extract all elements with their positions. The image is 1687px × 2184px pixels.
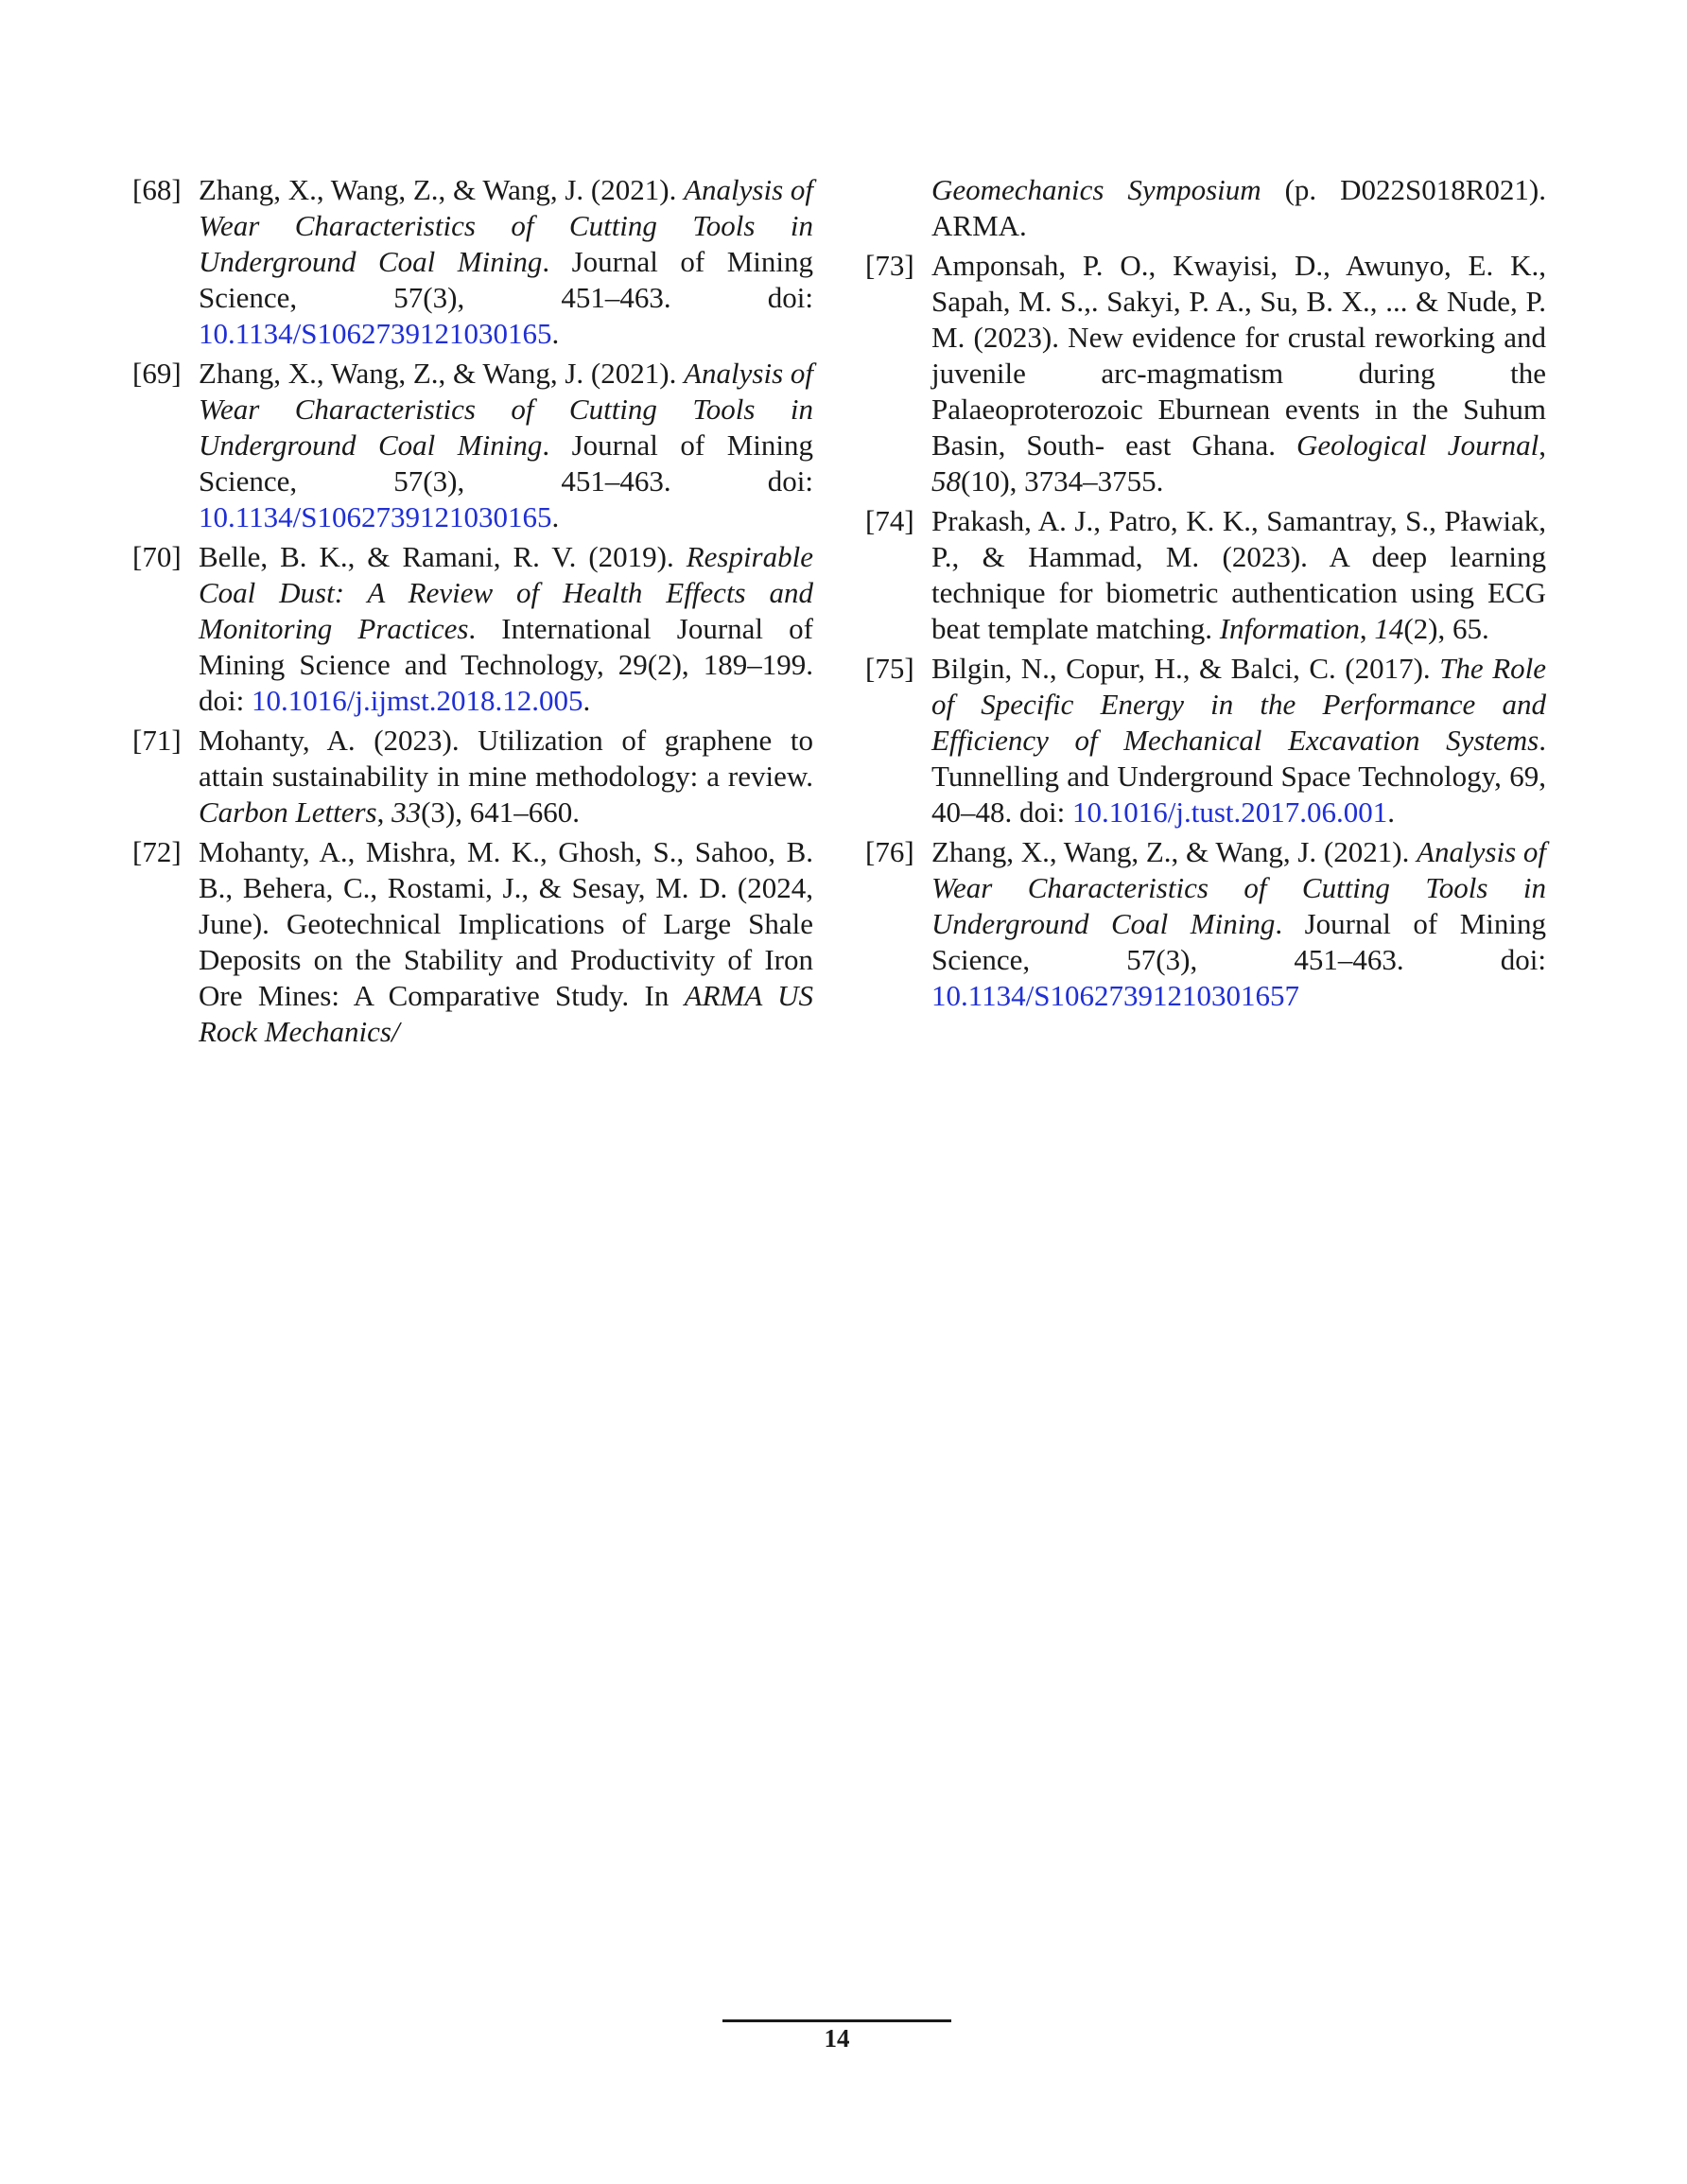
reference-title: Analysis of Wear Characteristics of Cutting Tools in Underground Coal Mining [931,835,1546,940]
reference-70: [70] Belle, B. K., & Ramani, R. V. (2019). Respirable Coal Dust: A Review of Health Effects and Monitoring Practices. International Journal of Mining Science and Technology, 29(2), 189–199. doi: 10.1016/j.ijmst.2018.12.005. [132,540,813,717]
reference-volume: 14 [1374,612,1404,645]
reference-title: Respirable Coal Dust: A Review of Health Effects and Monitoring Practices [199,540,813,645]
references-right-column [865,172,1546,1018]
reference-number: [72] [132,835,182,868]
reference-details: . Journal of Mining Science, 57(3), 451–463. doi: [199,245,814,314]
reference-authors: Mohanty, A. (2023). Utilization of graphene to attain sustainability in mine methodology: a review. [199,724,813,793]
reference-number: [71] [132,724,182,757]
reference-details: (3), 641–660. [421,795,581,829]
references-left-column [132,172,813,1054]
page-number: 14 [824,2024,850,2053]
reference-authors: Prakash, A. J., Patro, K. K., Samantray, S., Pławiak, P., & Hammad, M. (2023). A deep learning technique for biometric authentication using ECG beat template matching. [931,504,1546,645]
reference-number: [68] [132,173,182,206]
doi-link[interactable]: 10.1134/S1062739121030165 [199,317,552,350]
reference-number: [74] [865,504,914,537]
reference-72 [132,834,813,1050]
reference-details: . Journal of Mining Science, 57(3), 451–463. doi: [199,428,814,498]
reference-venue: ARMA US Rock Mechanics/ [199,979,813,1048]
reference-number: [76] [865,835,914,868]
reference-details: . Tunnelling and Underground Space Technology, 69, 40–48. doi: [931,724,1546,829]
reference-volume: 58 [931,464,961,498]
reference-journal: Geological Journal [1296,428,1539,462]
reference-journal: Carbon Letters [199,795,377,829]
reference-details: (2), 65. [1403,612,1489,645]
reference-title: Analysis of Wear Characteristics of Cutting Tools in Underground Coal Mining [199,173,813,278]
reference-authors: Bilgin, N., Copur, H., & Balci, C. (2017). [931,652,1440,685]
reference-venue: Geomechanics Symposium [931,173,1261,206]
reference-73: [73] Amponsah, P. O., Kwayisi, D., Awunyo, E. K., Sapah, M. S.,. Sakyi, P. A., Su, B. X., ... & Nude, P. M. (2023). New evidence for crustal reworking and juvenile arc-magmatism during the Palaeoproterozoic Eburnean events in the Suhum Basin, South- east Ghana. Geological Journal, 58(10), 3734–3755. [865,249,1546,498]
doi-link[interactable]: 10.1016/j.ijmst.2018.12.005 [251,684,583,717]
footer-rule [722,2019,951,2022]
reference-title: Analysis of Wear Characteristics of Cutting Tools in Underground Coal Mining [199,357,813,462]
reference-76 [865,834,1546,1014]
doi-link[interactable]: 10.1016/j.tust.2017.06.001 [1071,795,1388,829]
reference-title: The Role of Specific Energy in the Performance and Efficiency of Mechanical Excavation Systems [931,652,1546,757]
reference-number: [69] [132,357,182,390]
reference-number: [73] [865,249,914,282]
reference-journal: Information [1219,612,1360,645]
reference-69: [69] Zhang, X., Wang, Z., & Wang, J. (2021). Analysis of Wear Characteristics of Cutting Tools in Underground Coal Mining. Journal of Mining Science, 57(3), 451–463. doi: 10.1134/S1062739121030165. [132,357,814,533]
reference-authors: Zhang, X., Wang, Z., & Wang, J. (2021). [199,173,685,206]
reference-authors: Zhang, X., Wang, Z., & Wang, J. (2021). [199,357,685,390]
reference-74: [74] Prakash, A. J., Patro, K. K., Samantray, S., Pławiak, P., & Hammad, M. (2023). A deep learning technique for biometric authentication using ECG beat template matching. Information, 14(2), 65. [865,504,1546,645]
reference-details: . Journal of Mining Science, 57(3), 451–463. doi: [931,907,1547,976]
reference-authors: Amponsah, P. O., Kwayisi, D., Awunyo, E. K., Sapah, M. S.,. Sakyi, P. A., Su, B. X., ... & Nude, P. M. (2023). New evidence for crustal reworking and juvenile arc-magmatism during the Palaeoproterozoic Eburnean events in the Suhum Basin, South- east Ghana. [931,249,1546,462]
reference-authors: Belle, B. K., & Ramani, R. V. (2019). [199,540,687,573]
reference-authors: Zhang, X., Wang, Z., & Wang, J. (2021). [931,835,1417,868]
reference-75: [75] Bilgin, N., Copur, H., & Balci, C. (2017). The Role of Specific Energy in the Performance and Efficiency of Mechanical Excavation Systems. Tunnelling and Underground Space Technology, 69, 40–48. doi: 10.1016/j.tust.2017.06.001. [865,652,1546,829]
reference-details: (p. D022S018R021). ARMA. [931,173,1547,242]
doi-link[interactable]: 10.1134/S1062739121030165 [199,500,552,533]
reference-72-continued [865,172,1546,244]
reference-authors: Mohanty, A., Mishra, M. K., Ghosh, S., Sahoo, B. B., Behera, C., Rostami, J., & Sesay, M. D. (2024, June). Geotechnical Implications of Large Shale Deposits on the Stability and Productivity of Iron Ore Mines: A Comparative Study. In [199,835,813,1012]
doi-link[interactable]: 10.1134/S10627391210301657 [931,979,1299,1012]
reference-68: [68] Zhang, X., Wang, Z., & Wang, J. (2021). Analysis of Wear Characteristics of Cutting Tools in Underground Coal Mining. Journal of Mining Science, 57(3), 451–463. doi: 10.1134/S1062739121030165. [132,173,814,350]
reference-volume: 33 [391,795,422,829]
reference-details: . International Journal of Mining Science and Technology, 29(2), 189–199. doi: [199,612,813,717]
reference-71: [71] Mohanty, A. (2023). Utilization of graphene to attain sustainability in mine methodology: a review. Carbon Letters, 33(3), 641–660. [132,724,813,829]
reference-number: [75] [865,652,914,685]
reference-details: (10), 3734–3755. [961,464,1164,498]
reference-number: [70] [132,540,182,573]
